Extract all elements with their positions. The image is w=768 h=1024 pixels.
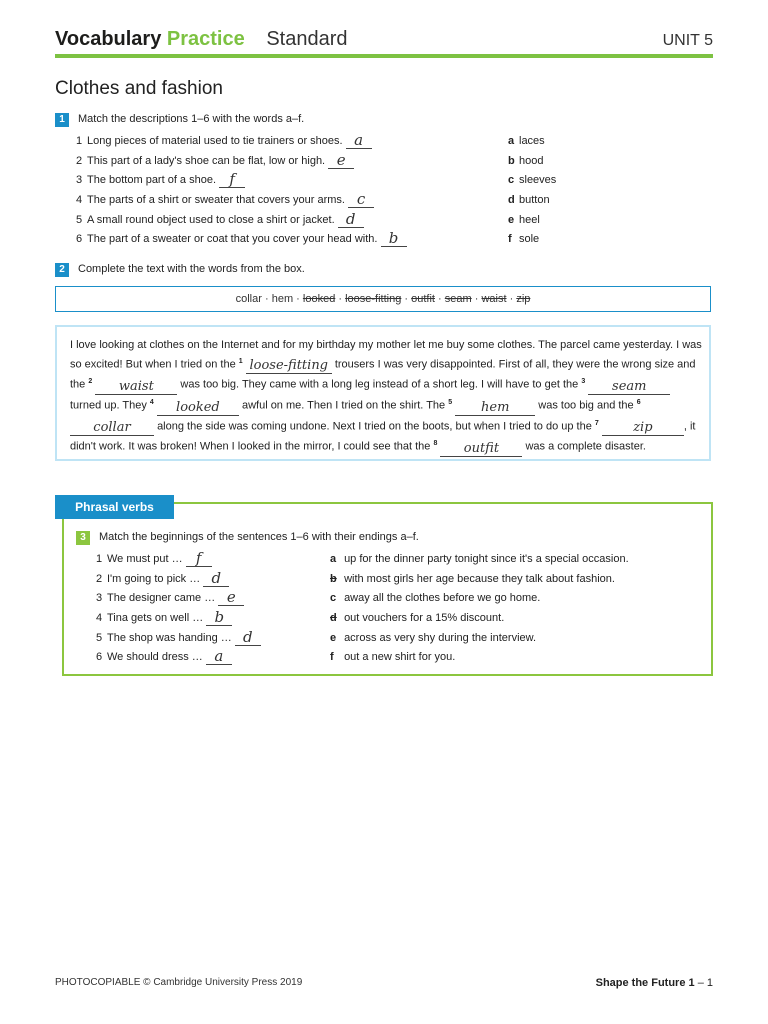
answer-field[interactable]: a — [206, 649, 232, 665]
answer-field[interactable]: e — [328, 153, 354, 169]
header-vocabulary: Vocabulary — [55, 28, 162, 50]
ex3-item: 6 We should dress … a — [96, 649, 261, 665]
ex1-option: b hood — [508, 154, 544, 167]
ex1-item: 3 The bottom part of a shoe. f — [76, 172, 407, 188]
header-level: Standard — [266, 28, 348, 50]
ex3-items — [96, 551, 261, 665]
footer-copyright: PHOTOCOPIABLE © Cambridge University Press 2019 — [55, 977, 303, 988]
gap-field[interactable]: collar — [70, 422, 154, 436]
ex1-items — [76, 133, 407, 247]
word-box-item-used: loose-fitting — [345, 293, 402, 305]
word-box-item-used: outfit — [411, 293, 435, 305]
ex1-options — [508, 133, 556, 247]
ex2-number-badge: 2 — [55, 263, 69, 277]
ex3-item: 4 Tina gets on well … b — [96, 610, 261, 626]
header-practice: Practice — [166, 28, 245, 50]
phrasal-verbs-tab: Phrasal verbs — [55, 495, 174, 519]
gap-field[interactable]: hem — [455, 402, 535, 416]
answer-field[interactable]: d — [203, 571, 229, 587]
ex3-item: 3 The designer came … e — [96, 590, 261, 606]
word-box-item-used: looked — [302, 293, 336, 305]
header-divider — [55, 54, 713, 58]
ex3-number-badge: 3 — [76, 531, 90, 545]
word-box-item: hem — [271, 293, 294, 305]
ex1-option: e heel — [508, 213, 540, 226]
answer-field[interactable]: f — [186, 551, 212, 567]
ex3-instruction-text: Match the beginnings of the sentences 1–6 with their endings a–f. — [99, 531, 419, 543]
answer-field[interactable]: f — [219, 172, 245, 188]
ex3-ending: a up for the dinner party tonight since it's a special occasion. — [330, 553, 629, 565]
ex1-item: 4 The parts of a shirt or sweater that covers your arms. c — [76, 192, 407, 208]
ex1-item: 1 Long pieces of material used to tie trainers or shoes. a — [76, 133, 407, 149]
ex1-option: a laces — [508, 135, 545, 147]
gap-field[interactable]: loose-fitting — [246, 360, 332, 374]
gap-field[interactable]: seam — [588, 381, 670, 395]
worksheet-header — [55, 28, 347, 51]
answer-field[interactable]: b — [381, 231, 407, 247]
ex1-option: f sole — [508, 233, 540, 246]
ex3-item: 1 We must put … f — [96, 551, 261, 567]
page-title: Clothes and fashion — [55, 78, 223, 99]
unit-label: UNIT 5 — [662, 32, 713, 49]
answer-field[interactable]: b — [206, 610, 232, 626]
gap-field[interactable]: zip — [602, 422, 684, 436]
ex3-item: 5 The shop was handing … d — [96, 630, 261, 646]
ex1-item: 6 The part of a sweater or coat that you cover your head with. b — [76, 231, 407, 247]
ex1-option: d button — [508, 194, 550, 207]
ex3-endings — [330, 551, 629, 665]
ex3-instruction — [76, 531, 419, 545]
gap-field[interactable]: looked — [157, 402, 239, 416]
ex1-instruction — [55, 113, 304, 127]
ex3-ending: b with most girls her age because they talk about fashion. — [330, 572, 615, 585]
ex3-item: 2 I'm going to pick … d — [96, 571, 261, 587]
answer-field[interactable]: e — [218, 590, 244, 606]
word-box-item-used: seam — [444, 293, 472, 305]
ex3-ending: f out a new shirt for you. — [330, 651, 456, 664]
word-box-item-used: zip — [516, 293, 531, 305]
answer-field[interactable]: a — [346, 133, 372, 149]
ex3-ending: c away all the clothes before we go home. — [330, 592, 541, 605]
ex1-instruction-text: Match the descriptions 1–6 with the words a–f. — [78, 113, 305, 125]
footer-book-title: Shape the Future 1 — [595, 977, 695, 989]
word-box: collar · hem · looked · loose-fitting · outfit · seam · waist · zip — [55, 286, 711, 312]
ex1-option: c sleeves — [508, 174, 557, 187]
ex1-number-badge: 1 — [55, 113, 69, 127]
footer-page-number: – 1 — [694, 977, 713, 989]
ex2-instruction — [55, 263, 305, 277]
ex1-item: 2 This part of a lady's shoe can be flat, low or high. e — [76, 153, 407, 169]
footer-page — [596, 977, 713, 989]
word-box-item-used: waist — [481, 293, 507, 305]
ex3-ending: d out vouchers for a 15% discount. — [330, 612, 505, 625]
word-box-item: collar — [235, 293, 262, 305]
gap-field[interactable]: waist — [95, 381, 177, 395]
answer-field[interactable]: d — [235, 630, 261, 646]
ex1-item: 5 A small round object used to close a shirt or jacket. d — [76, 212, 407, 228]
gap-field[interactable]: outfit — [440, 443, 522, 457]
gap-fill-text: I love looking at clothes on the Internet and for my birthday my mother let me buy some clothes. The parcel came yesterday. I was so excited! But when I tried on the $^1$ loose-fitting trousers I was very disappointed. First of all, they were the wrong size and the $^2$ waist was too big. They came with a long leg instead of a short leg. I will have to get the $^3$ seam turned up. They $^4$ looked awful on me. Then I tried on the shirt. The $^5$ hem was too big and the $^6$ collar along the side was coming undone. Next I tried on the boots, but when I tried to do up the $^7$ zip , it didn't work. It was broken! When I looked in the mirror, I could see that the $^8$ outfit was a complete disaster. — [70, 339, 702, 457]
ex3-ending: e across as very shy during the interview. — [330, 631, 537, 644]
ex2-instruction-text: Complete the text with the words from the box. — [78, 263, 305, 275]
answer-field[interactable]: c — [348, 192, 374, 208]
answer-field[interactable]: d — [338, 212, 364, 228]
